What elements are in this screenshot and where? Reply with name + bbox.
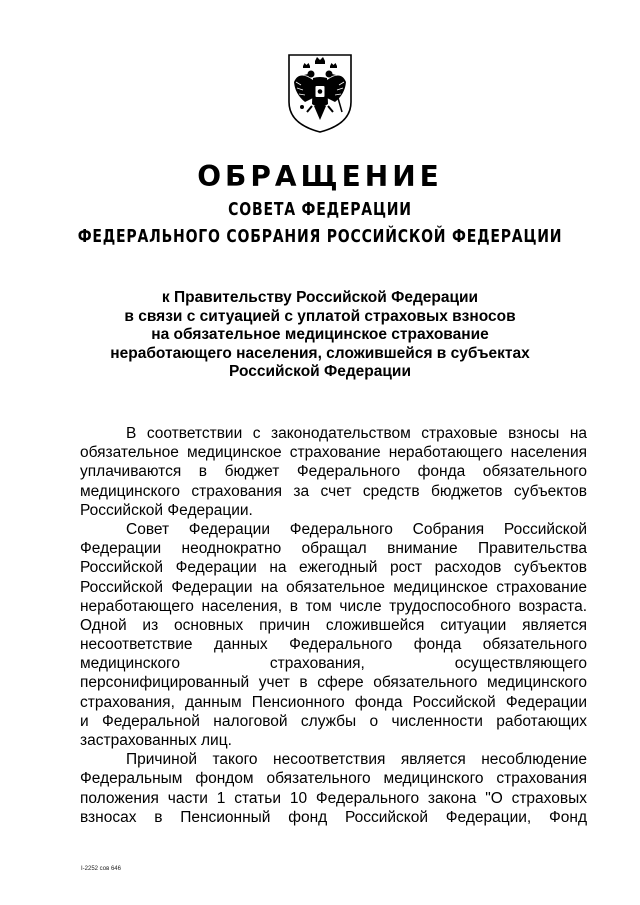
document-title-assembly: ФЕДЕРАЛЬНОГО СОБРАНИЯ РОССИЙСКОЙ ФЕДЕРАЦИИ: [77, 226, 563, 247]
document-footer-code: I-2252 сов 646: [81, 866, 121, 872]
russian-coat-of-arms-icon: [285, 52, 355, 134]
subtitle-line: к Правительству Российской Федерации: [161, 289, 479, 306]
body-line: обязательное медицинское страхование неработающего населения: [80, 444, 587, 462]
document-title-council: СОВЕТА ФЕДЕРАЦИИ: [228, 199, 412, 220]
body-line: страхования, данным Пенсионного фонда Российской Федерации: [80, 693, 587, 711]
body-line: Федерации неоднократно обращал внимание Правительства: [80, 540, 587, 558]
subtitle-line: в связи с ситуацией с уплатой страховых взносов: [124, 307, 516, 325]
body-line: неработающего населения, в том числе трудоспособного возраста.: [80, 597, 587, 615]
body-line: и Федеральной налоговой службы о численности работающих: [80, 712, 587, 730]
subtitle-line: на обязательное медицинское страхование: [151, 326, 489, 343]
body-line: Совет Федерации Федерального Собрания Российской: [126, 520, 587, 538]
document-subtitle: [0, 289, 640, 382]
body-line: положения части 1 статьи 10 Федерального закона "О страховых: [80, 789, 587, 807]
body-line: застрахованных лиц.: [80, 732, 232, 749]
body-line: Российской Федерации на обязательное медицинское страхование: [80, 578, 587, 596]
body-line: несоответствие данных Федерального фонда обязательного: [80, 636, 587, 654]
body-line: уплачиваются в бюджет Федерального фонда обязательного: [80, 463, 587, 481]
body-line: персонифицированный учет в сфере обязательного медицинского: [80, 674, 587, 692]
body-line: медицинского страхования за счет средств бюджетов субъектов: [80, 482, 587, 500]
body-line: Федеральным фондом обязательного медицинского страхования: [80, 770, 587, 788]
body-line: Одной из основных причин сложившейся ситуации является: [80, 616, 587, 634]
body-line: Российской Федерации.: [80, 501, 253, 519]
document-title: ОБРАЩЕНИЕ: [197, 159, 443, 194]
body-line: Причиной такого несоответствия является несоблюдение: [126, 751, 587, 769]
body-line: медицинского страхования, осуществляющего: [80, 655, 587, 673]
subtitle-line: Российской Федерации: [229, 363, 411, 380]
body-line: Российской Федерации на ежегодный рост расходов субъектов: [80, 559, 587, 577]
body-line: взносах в Пенсионный фонд Российской Федерации, Фонд: [80, 808, 587, 826]
document-body: [80, 424, 587, 827]
subtitle-line: неработающего населения, сложившейся в субъектах: [110, 344, 530, 362]
body-line: В соответствии с законодательством страховые взносы на: [126, 425, 587, 442]
